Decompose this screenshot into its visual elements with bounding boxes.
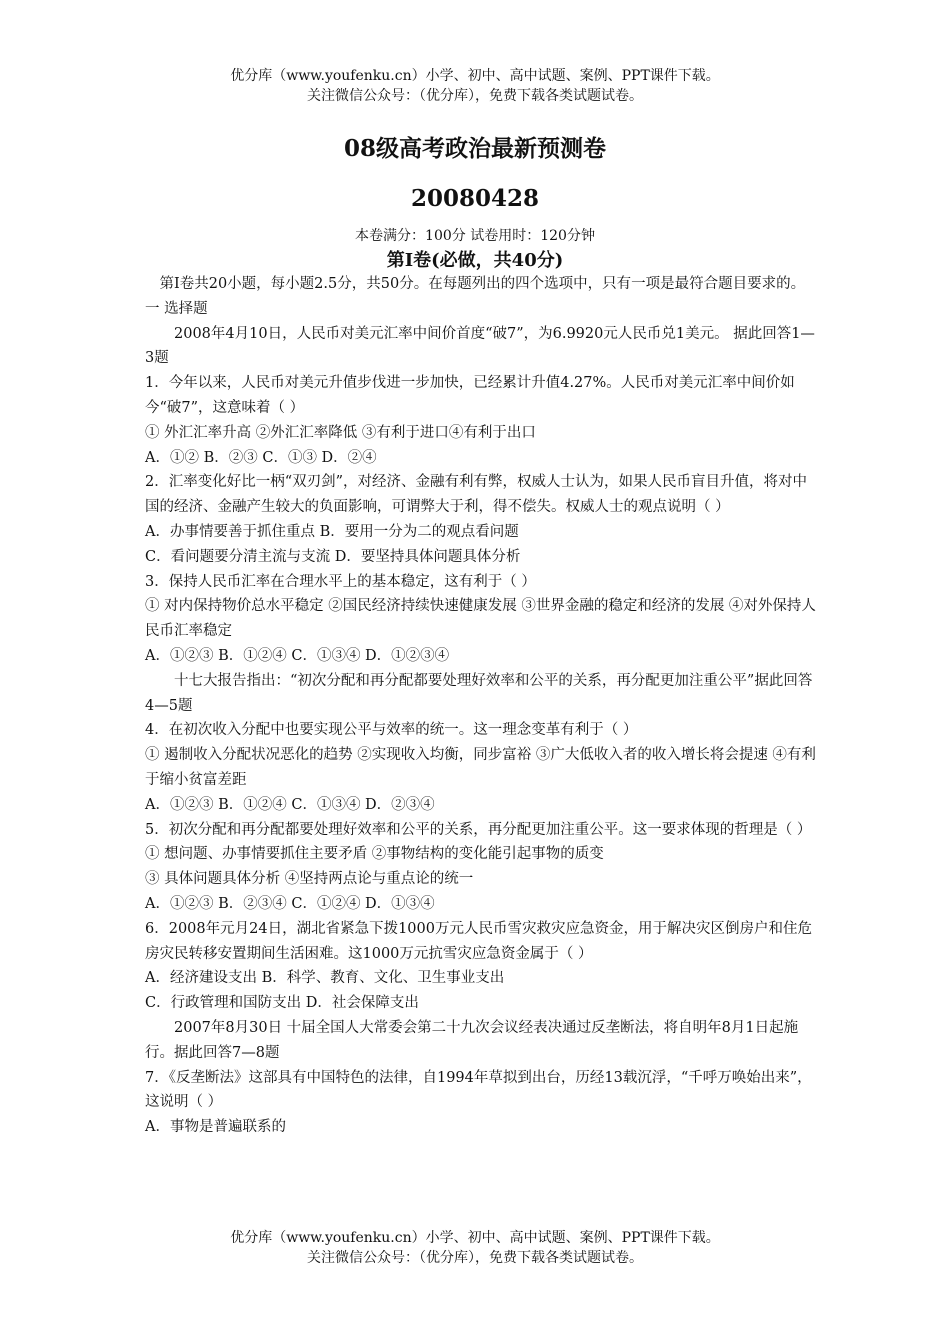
- question-2-options-cd: C．看问题要分清主流与支流 D．要坚持具体问题具体分析: [145, 548, 521, 565]
- question-6-options-ab: A．经济建设支出 B．科学、教育、文化、卫生事业支出: [145, 970, 505, 987]
- question-5: 5．初次分配和再分配都要处理好效率和公平的关系，再分配更加注重公平。这一要求体现的哲理是（ ）: [145, 821, 812, 838]
- exam-body: [145, 272, 820, 1140]
- question-3-options: A．①②③ B．①②④ C．①③④ D．①②③④: [145, 647, 450, 664]
- context-3: 2007年8月30日 十届全国人大常委会第二十九次会议经表决通过反垄断法，将自明年8月1日起施行。据此回答7—8题: [145, 1019, 799, 1061]
- part-heading: 一 选择题: [145, 300, 208, 317]
- page-title: 08级高考政治最新预测卷: [343, 135, 606, 162]
- section-title: 第Ⅰ卷(必做，共40分): [386, 250, 564, 271]
- question-1-items: ① 外汇汇率升高 ②外汇汇率降低 ③有利于进口④有利于出口: [145, 424, 536, 441]
- header-line-1: 优分库（www.youfenku.cn）小学、初中、高中试题、案例、PPT课件下载。: [230, 68, 720, 84]
- question-2-options-ab: A．办事情要善于抓住重点 B．要用一分为二的观点看问题: [145, 523, 519, 540]
- question-4-items: ① 遏制收入分配状况恶化的趋势 ②实现收入均衡，同步富裕 ③广大低收入者的收入增长将会提速 ④有利于缩小贫富差距: [145, 747, 816, 788]
- question-5-options: A．①②③ B．②③④ C．①②④ D．①③④: [145, 895, 435, 912]
- page-footer: [0, 1228, 950, 1268]
- question-6: 6．2008年元月24日，湖北省紧急下拨1000万元人民币雪灾救灾应急资金，用于解决灾区倒房户和住危房灾民转移安置期间生活困难。这1000万元抗雪灾应急资金属于（ ）: [145, 920, 812, 962]
- footer-line-2: 关注微信公众号：（优分库），免费下载各类试题试卷。: [307, 1250, 643, 1266]
- question-3-items: ① 对内保持物价总水平稳定 ②国民经济持续快速健康发展 ③世界金融的稳定和经济的发展 ④对外保持人民币汇率稳定: [145, 598, 816, 640]
- page-header-top: [0, 66, 950, 106]
- question-6-options-cd: C．行政管理和国防支出 D．社会保障支出: [145, 995, 419, 1012]
- question-3: 3．保持人民币汇率在合理水平上的基本稳定，这有利于（ ）: [145, 573, 536, 590]
- question-4-options: A．①②③ B．①②④ C．①③④ D．②③④: [145, 796, 435, 813]
- question-7: 7．《反垄断法》这部具有中国特色的法律，自1994年草拟到出台，历经13载沉浮，“千呼万唤始出来”，这说明（ ）: [145, 1069, 812, 1111]
- question-7-option-a: A．事物是普遍联系的: [145, 1119, 286, 1136]
- question-4: 4．在初次收入分配中也要实现公平与效率的统一。这一理念变革有利于（ ）: [145, 722, 638, 739]
- page-date: 20080428: [410, 185, 540, 212]
- footer-line-1: 优分库（www.youfenku.cn）小学、初中、高中试题、案例、PPT课件下载。: [230, 1230, 720, 1246]
- context-2: 十七大报告指出：“初次分配和再分配都要处理好效率和公平的关系，再分配更加注重公平”据此回答4—5题: [145, 672, 813, 714]
- header-line-2: 关注微信公众号：（优分库），免费下载各类试题试卷。: [307, 88, 643, 104]
- exam-meta: 本卷满分：100分 试卷用时：120分钟: [355, 228, 595, 244]
- question-1: 1．今年以来，人民币对美元升值步伐进一步加快，已经累计升值4.27%。人民币对美元汇率中间价如今“破7”，这意味着（ ）: [145, 375, 795, 416]
- instructions: 第Ⅰ卷共20小题，每小题2.5分，共50分。在每题列出的四个选项中，只有一项是最符合题目要求的。: [159, 276, 806, 292]
- question-2: 2．汇率变化好比一柄“双刃剑”，对经济、金融有利有弊，权威人士认为，如果人民币盲目升值，将对中国的经济、金融产生较大的负面影响，可谓弊大于利，得不偿失。权威人士的观点说明（ ）: [145, 474, 808, 516]
- question-1-options: A．①② B．②③ C．①③ D．②④: [145, 449, 377, 466]
- question-5-items-12: ① 想问题、办事情要抓住主要矛盾 ②事物结构的变化能引起事物的质变: [145, 846, 604, 863]
- question-5-items-34: ③ 具体问题具体分析 ④坚持两点论与重点论的统一: [145, 871, 474, 888]
- context-1: 2008年4月10日，人民币对美元汇率中间价首度“破7”，为6.9920元人民币兑1美元。 据此回答1—3题: [145, 325, 815, 367]
